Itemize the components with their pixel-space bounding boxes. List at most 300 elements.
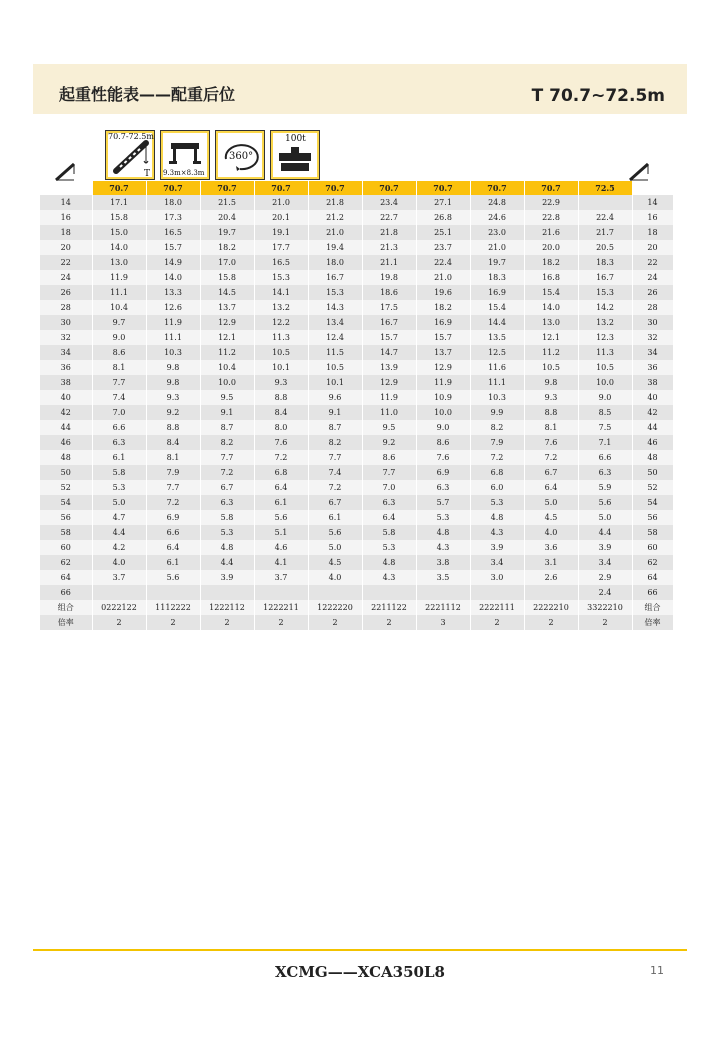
- capacity-cell: 6.6: [92, 420, 146, 435]
- capacity-cell: 6.3: [200, 495, 254, 510]
- radius-cell: 24: [40, 270, 92, 285]
- radius-cell: 44: [632, 420, 673, 435]
- capacity-cell: 23.7: [416, 240, 470, 255]
- capacity-cell: 3.1: [524, 555, 578, 570]
- capacity-cell: 6.3: [416, 480, 470, 495]
- radius-cell: 38: [40, 375, 92, 390]
- radius-cell: 28: [40, 300, 92, 315]
- capacity-cell: 7.2: [200, 465, 254, 480]
- capacity-cell: 6.3: [578, 465, 632, 480]
- capacity-cell: 21.0: [416, 270, 470, 285]
- boom-range-title: T 70.7~72.5m: [531, 86, 665, 106]
- radius-cell: 18: [632, 225, 673, 240]
- capacity-cell: 21.0: [308, 225, 362, 240]
- capacity-cell: 16.5: [254, 255, 308, 270]
- radius-cell: 48: [632, 450, 673, 465]
- capacity-cell: [308, 585, 362, 600]
- capacity-cell: 11.9: [362, 390, 416, 405]
- capacity-cell: 5.0: [308, 540, 362, 555]
- capacity-cell: 7.7: [362, 465, 416, 480]
- capacity-cell: 24.6: [470, 210, 524, 225]
- capacity-cell: 6.8: [254, 465, 308, 480]
- capacity-cell: 7.2: [308, 480, 362, 495]
- capacity-cell: 8.8: [254, 390, 308, 405]
- capacity-cell: 5.3: [92, 480, 146, 495]
- capacity-cell: 3.9: [200, 570, 254, 585]
- capacity-cell: 18.0: [146, 195, 200, 210]
- capacity-cell: 11.2: [200, 345, 254, 360]
- capacity-cell: 6.1: [254, 495, 308, 510]
- capacity-cell: 3.7: [254, 570, 308, 585]
- radius-cell: 倍率: [40, 615, 92, 630]
- capacity-cell: 8.2: [200, 435, 254, 450]
- capacity-cell: 6.1: [308, 510, 362, 525]
- capacity-cell: 1222211: [254, 600, 308, 615]
- capacity-cell: 4.8: [200, 540, 254, 555]
- capacity-cell: 8.2: [470, 420, 524, 435]
- radius-cell: 32: [632, 330, 673, 345]
- capacity-cell: 14.3: [308, 300, 362, 315]
- capacity-cell: 13.2: [254, 300, 308, 315]
- capacity-cell: 13.9: [362, 360, 416, 375]
- capacity-cell: 2.9: [578, 570, 632, 585]
- capacity-cell: [146, 585, 200, 600]
- capacity-cell: 7.2: [254, 450, 308, 465]
- capacity-cell: 13.0: [524, 315, 578, 330]
- radius-cell: 24: [632, 270, 673, 285]
- table-row: [40, 435, 673, 450]
- capacity-cell: 15.4: [524, 285, 578, 300]
- radius-cell: 66: [40, 585, 92, 600]
- capacity-cell: 9.1: [308, 405, 362, 420]
- capacity-cell: 7.6: [416, 450, 470, 465]
- capacity-cell: 3.8: [416, 555, 470, 570]
- capacity-cell: 14.2: [578, 300, 632, 315]
- capacity-cell: 12.2: [254, 315, 308, 330]
- capacity-cell: 21.7: [578, 225, 632, 240]
- table-row: [40, 195, 673, 210]
- capacity-cell: [254, 585, 308, 600]
- capacity-cell: 7.5: [578, 420, 632, 435]
- capacity-cell: 5.0: [524, 495, 578, 510]
- capacity-cell: 9.7: [92, 315, 146, 330]
- capacity-cell: 18.2: [200, 240, 254, 255]
- capacity-cell: 8.6: [92, 345, 146, 360]
- capacity-cell: 5.8: [92, 465, 146, 480]
- boom-range-label: 70.7-72.5m: [108, 132, 154, 141]
- capacity-cell: 18.6: [362, 285, 416, 300]
- capacity-cell: 19.7: [470, 255, 524, 270]
- radius-cell: 26: [632, 285, 673, 300]
- capacity-cell: 10.0: [416, 405, 470, 420]
- slew-label: 360°: [229, 151, 254, 162]
- radius-cell: 34: [40, 345, 92, 360]
- capacity-cell: 10.5: [524, 360, 578, 375]
- capacity-cell: 9.3: [254, 375, 308, 390]
- capacity-cell: 18.2: [416, 300, 470, 315]
- capacity-cell: 10.3: [470, 390, 524, 405]
- radius-cell: 58: [40, 525, 92, 540]
- capacity-cell: 21.8: [362, 225, 416, 240]
- boom-length-header-row: [40, 181, 673, 195]
- capacity-cell: 24.8: [470, 195, 524, 210]
- radius-cell: 22: [40, 255, 92, 270]
- page-header: [33, 64, 687, 114]
- capacity-cell: 13.3: [146, 285, 200, 300]
- capacity-cell: 6.3: [92, 435, 146, 450]
- radius-cell: 16: [632, 210, 673, 225]
- radius-cell: 22: [632, 255, 673, 270]
- capacity-cell: 4.4: [578, 525, 632, 540]
- capacity-cell: 8.8: [146, 420, 200, 435]
- capacity-cell: 2.6: [524, 570, 578, 585]
- capacity-cell: 2: [578, 615, 632, 630]
- capacity-cell: 4.0: [308, 570, 362, 585]
- boom-length-icon: [105, 130, 155, 180]
- footer-model-title: XCMG——XCA350L8: [275, 963, 445, 981]
- capacity-cell: 17.5: [362, 300, 416, 315]
- radius-cell: 14: [40, 195, 92, 210]
- radius-cell: 62: [40, 555, 92, 570]
- capacity-cell: 6.1: [92, 450, 146, 465]
- table-row: [40, 285, 673, 300]
- capacity-cell: 11.5: [308, 345, 362, 360]
- radius-cell: 18: [40, 225, 92, 240]
- table-row: [40, 555, 673, 570]
- capacity-cell: 13.0: [92, 255, 146, 270]
- capacity-cell: 21.0: [470, 240, 524, 255]
- capacity-cell: 2: [254, 615, 308, 630]
- capacity-cell: 11.1: [92, 285, 146, 300]
- radius-cell: 62: [632, 555, 673, 570]
- capacity-cell: 4.5: [524, 510, 578, 525]
- counterweight-icon: [270, 130, 320, 180]
- capacity-cell: 11.9: [416, 375, 470, 390]
- capacity-cell: 20.5: [578, 240, 632, 255]
- capacity-cell: 12.9: [416, 360, 470, 375]
- capacity-cell: 7.2: [146, 495, 200, 510]
- capacity-cell: 4.8: [470, 510, 524, 525]
- capacity-cell: 2: [524, 615, 578, 630]
- boom-length-cell: 70.7: [200, 181, 254, 195]
- capacity-cell: 22.8: [524, 210, 578, 225]
- radius-cell: 42: [632, 405, 673, 420]
- load-chart-body: [40, 195, 673, 630]
- table-row: [40, 255, 673, 270]
- slew-icon: [215, 130, 265, 180]
- capacity-cell: 12.1: [200, 330, 254, 345]
- capacity-cell: 4.3: [362, 570, 416, 585]
- capacity-cell: 7.6: [524, 435, 578, 450]
- table-row: [40, 405, 673, 420]
- outrigger-label: 9.3m×8.3m: [163, 169, 205, 177]
- radius-cell: 32: [40, 330, 92, 345]
- capacity-cell: 15.3: [578, 285, 632, 300]
- capacity-cell: [470, 585, 524, 600]
- capacity-cell: 21.3: [362, 240, 416, 255]
- capacity-cell: 8.6: [362, 450, 416, 465]
- capacity-cell: [362, 585, 416, 600]
- capacity-cell: 9.5: [200, 390, 254, 405]
- capacity-cell: 14.0: [146, 270, 200, 285]
- radius-cell: 20: [632, 240, 673, 255]
- capacity-cell: 12.9: [362, 375, 416, 390]
- capacity-cell: 10.4: [200, 360, 254, 375]
- counterweight-label: 100t: [285, 134, 306, 144]
- capacity-cell: 19.6: [416, 285, 470, 300]
- capacity-cell: 13.7: [416, 345, 470, 360]
- capacity-cell: 7.7: [200, 450, 254, 465]
- capacity-cell: 12.3: [578, 330, 632, 345]
- capacity-cell: 7.0: [92, 405, 146, 420]
- capacity-cell: 8.8: [524, 405, 578, 420]
- capacity-cell: 4.7: [92, 510, 146, 525]
- capacity-cell: 14.9: [146, 255, 200, 270]
- capacity-cell: 9.8: [146, 360, 200, 375]
- capacity-cell: 9.0: [416, 420, 470, 435]
- capacity-cell: 22.9: [524, 195, 578, 210]
- radius-cell: 40: [40, 390, 92, 405]
- boom-length-cell: 70.7: [416, 181, 470, 195]
- capacity-cell: 3.4: [578, 555, 632, 570]
- table-row: [40, 270, 673, 285]
- radius-cell: 48: [40, 450, 92, 465]
- outrigger-icon: [160, 130, 210, 180]
- capacity-cell: 4.0: [92, 555, 146, 570]
- radius-cell: 54: [40, 495, 92, 510]
- capacity-cell: 21.6: [524, 225, 578, 240]
- capacity-cell: 9.3: [524, 390, 578, 405]
- radius-cell: 42: [40, 405, 92, 420]
- radius-cell: 58: [632, 525, 673, 540]
- capacity-cell: 9.0: [92, 330, 146, 345]
- capacity-cell: 10.0: [578, 375, 632, 390]
- boom-length-cell: 70.7: [92, 181, 146, 195]
- capacity-cell: 16.7: [308, 270, 362, 285]
- radius-cell: 40: [632, 390, 673, 405]
- capacity-cell: 4.3: [470, 525, 524, 540]
- page-title: 起重性能表——配重后位: [59, 85, 236, 104]
- capacity-cell: 5.0: [578, 510, 632, 525]
- capacity-cell: 6.0: [470, 480, 524, 495]
- capacity-cell: 14.1: [254, 285, 308, 300]
- capacity-cell: 17.1: [92, 195, 146, 210]
- capacity-cell: 22.4: [578, 210, 632, 225]
- capacity-cell: 25.1: [416, 225, 470, 240]
- capacity-cell: [92, 585, 146, 600]
- capacity-cell: 14.5: [200, 285, 254, 300]
- capacity-cell: 10.1: [254, 360, 308, 375]
- capacity-cell: 6.7: [308, 495, 362, 510]
- capacity-cell: 7.4: [92, 390, 146, 405]
- capacity-cell: 2222111: [470, 600, 524, 615]
- capacity-cell: 5.6: [578, 495, 632, 510]
- capacity-cell: 11.9: [146, 315, 200, 330]
- capacity-cell: 15.0: [92, 225, 146, 240]
- table-row: [40, 315, 673, 330]
- capacity-cell: 19.7: [200, 225, 254, 240]
- capacity-cell: 8.4: [146, 435, 200, 450]
- capacity-cell: 16.8: [524, 270, 578, 285]
- capacity-cell: 3.9: [578, 540, 632, 555]
- capacity-cell: 16.7: [362, 315, 416, 330]
- capacity-cell: 10.3: [146, 345, 200, 360]
- capacity-cell: 9.8: [524, 375, 578, 390]
- table-row: [40, 330, 673, 345]
- capacity-cell: 6.7: [524, 465, 578, 480]
- table-row: [40, 300, 673, 315]
- capacity-cell: 13.5: [470, 330, 524, 345]
- capacity-cell: 9.0: [578, 390, 632, 405]
- capacity-cell: 4.6: [254, 540, 308, 555]
- capacity-cell: 7.0: [362, 480, 416, 495]
- capacity-cell: 9.2: [146, 405, 200, 420]
- capacity-cell: 6.4: [254, 480, 308, 495]
- capacity-cell: 4.2: [92, 540, 146, 555]
- capacity-cell: 7.2: [524, 450, 578, 465]
- capacity-cell: 15.8: [92, 210, 146, 225]
- capacity-cell: 0222122: [92, 600, 146, 615]
- capacity-cell: 18.0: [308, 255, 362, 270]
- capacity-cell: 8.7: [308, 420, 362, 435]
- capacity-cell: 15.8: [200, 270, 254, 285]
- capacity-cell: 9.3: [146, 390, 200, 405]
- capacity-cell: 6.3: [362, 495, 416, 510]
- capacity-cell: 6.4: [524, 480, 578, 495]
- table-row: [40, 420, 673, 435]
- capacity-cell: 21.1: [362, 255, 416, 270]
- capacity-cell: 7.1: [578, 435, 632, 450]
- table-row: [40, 465, 673, 480]
- capacity-cell: 1222112: [200, 600, 254, 615]
- radius-cell: 38: [632, 375, 673, 390]
- capacity-cell: 17.7: [254, 240, 308, 255]
- capacity-cell: [416, 585, 470, 600]
- capacity-cell: 7.4: [308, 465, 362, 480]
- capacity-cell: 20.0: [524, 240, 578, 255]
- capacity-cell: 2222210: [524, 600, 578, 615]
- capacity-cell: 6.6: [578, 450, 632, 465]
- radius-cell: 66: [632, 585, 673, 600]
- capacity-cell: 5.6: [308, 525, 362, 540]
- capacity-cell: 2221112: [416, 600, 470, 615]
- capacity-cell: 11.9: [92, 270, 146, 285]
- capacity-cell: 4.5: [308, 555, 362, 570]
- radius-cell: 36: [40, 360, 92, 375]
- boom-length-cell: 72.5: [578, 181, 632, 195]
- capacity-cell: [524, 585, 578, 600]
- capacity-cell: 10.1: [308, 375, 362, 390]
- table-row: [40, 345, 673, 360]
- capacity-cell: 5.8: [362, 525, 416, 540]
- capacity-cell: 16.9: [416, 315, 470, 330]
- radius-cell: 30: [632, 315, 673, 330]
- capacity-cell: 5.3: [200, 525, 254, 540]
- capacity-cell: 15.3: [308, 285, 362, 300]
- boom-length-cell: 70.7: [308, 181, 362, 195]
- capacity-cell: 21.2: [308, 210, 362, 225]
- boom-length-cell: 70.7: [254, 181, 308, 195]
- table-row: [40, 525, 673, 540]
- radius-cell: 28: [632, 300, 673, 315]
- capacity-cell: 18.3: [578, 255, 632, 270]
- capacity-cell: 21.0: [254, 195, 308, 210]
- capacity-cell: 6.8: [470, 465, 524, 480]
- capacity-cell: 20.4: [200, 210, 254, 225]
- capacity-cell: 4.8: [362, 555, 416, 570]
- capacity-cell: 6.7: [200, 480, 254, 495]
- capacity-cell: 17.3: [146, 210, 200, 225]
- capacity-cell: 7.9: [470, 435, 524, 450]
- capacity-cell: 11.3: [254, 330, 308, 345]
- capacity-cell: 10.5: [308, 360, 362, 375]
- capacity-cell: 5.1: [254, 525, 308, 540]
- radius-cell: 60: [40, 540, 92, 555]
- table-row: [40, 615, 673, 630]
- footer-divider: [33, 949, 687, 951]
- capacity-cell: 10.4: [92, 300, 146, 315]
- radius-cell: 60: [632, 540, 673, 555]
- table-row: [40, 240, 673, 255]
- table-row: [40, 495, 673, 510]
- capacity-cell: 8.6: [416, 435, 470, 450]
- capacity-cell: 11.1: [146, 330, 200, 345]
- capacity-cell: 3.5: [416, 570, 470, 585]
- capacity-cell: 9.6: [308, 390, 362, 405]
- capacity-cell: 23.4: [362, 195, 416, 210]
- capacity-cell: 5.3: [416, 510, 470, 525]
- capacity-cell: 10.0: [200, 375, 254, 390]
- capacity-cell: 6.6: [146, 525, 200, 540]
- capacity-cell: 15.7: [362, 330, 416, 345]
- radius-cell: 组合: [40, 600, 92, 615]
- table-row: [40, 480, 673, 495]
- capacity-cell: 11.6: [470, 360, 524, 375]
- capacity-cell: 17.0: [200, 255, 254, 270]
- capacity-cell: 15.7: [146, 240, 200, 255]
- table-row: [40, 585, 673, 600]
- capacity-cell: 8.0: [254, 420, 308, 435]
- table-row: [40, 600, 673, 615]
- capacity-cell: 8.2: [308, 435, 362, 450]
- table-row: [40, 540, 673, 555]
- capacity-cell: 5.0: [92, 495, 146, 510]
- capacity-cell: 3322210: [578, 600, 632, 615]
- capacity-cell: 16.9: [470, 285, 524, 300]
- capacity-cell: 4.0: [524, 525, 578, 540]
- radius-cell: 54: [632, 495, 673, 510]
- capacity-cell: 23.0: [470, 225, 524, 240]
- capacity-cell: 14.0: [524, 300, 578, 315]
- table-row: [40, 360, 673, 375]
- capacity-cell: 4.3: [416, 540, 470, 555]
- capacity-cell: 8.1: [524, 420, 578, 435]
- capacity-cell: 22.7: [362, 210, 416, 225]
- capacity-cell: 16.5: [146, 225, 200, 240]
- capacity-cell: 2: [470, 615, 524, 630]
- capacity-cell: 5.6: [146, 570, 200, 585]
- boom-length-cell: 70.7: [524, 181, 578, 195]
- capacity-cell: 11.2: [524, 345, 578, 360]
- capacity-cell: 14.0: [92, 240, 146, 255]
- radius-cell: 组合: [632, 600, 673, 615]
- capacity-cell: 4.1: [254, 555, 308, 570]
- capacity-cell: 13.7: [200, 300, 254, 315]
- capacity-cell: 9.2: [362, 435, 416, 450]
- capacity-cell: 12.4: [308, 330, 362, 345]
- radius-cell: 56: [632, 510, 673, 525]
- capacity-cell: 6.9: [146, 510, 200, 525]
